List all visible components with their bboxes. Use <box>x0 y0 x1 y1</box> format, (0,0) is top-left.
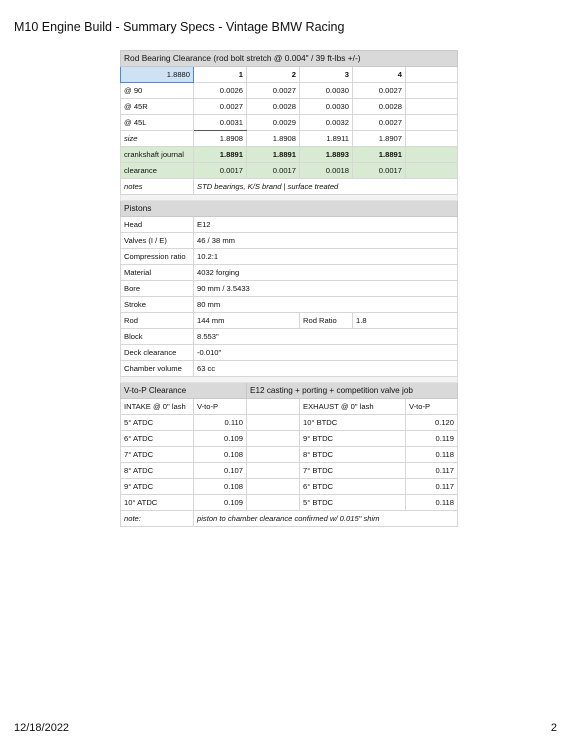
table-row <box>121 83 458 99</box>
cell-value: 0.0018 <box>300 163 353 179</box>
rod-label: Rod <box>121 313 194 329</box>
row-value: 8.553" <box>194 329 458 345</box>
empty-cell <box>247 447 300 463</box>
empty-cell <box>406 115 458 131</box>
footer-date: 12/18/2022 <box>14 722 70 734</box>
rod-bearing-header: Rod Bearing Clearance (rod bolt stretch @ 0.004" / 39 ft-lbs +/-) <box>121 51 458 67</box>
row-label: @ 90 <box>121 83 194 99</box>
empty-cell <box>247 415 300 431</box>
empty-cell <box>247 399 300 415</box>
cell-value: 0.0017 <box>247 163 300 179</box>
cell-value: 1.8908 <box>247 131 300 147</box>
row-value: 80 mm <box>194 297 458 313</box>
table-row <box>121 281 458 297</box>
row-value: 46 / 38 mm <box>194 233 458 249</box>
table-row <box>121 463 458 479</box>
spec-sheet <box>120 50 458 527</box>
exhaust-value: 0.118 <box>406 447 458 463</box>
table-row <box>121 249 458 265</box>
row-label: Valves (I / E) <box>121 233 194 249</box>
intake-angle: 5° ATDC <box>121 415 194 431</box>
empty-cell <box>406 99 458 115</box>
cell-value: 1.8891 <box>247 147 300 163</box>
intake-value: 0.108 <box>194 447 247 463</box>
cell-value: 0.0028 <box>247 99 300 115</box>
empty-cell <box>406 131 458 147</box>
exhaust-angle: 9° BTDC <box>300 431 406 447</box>
table-row <box>121 479 458 495</box>
cell-value: 0.0028 <box>353 99 406 115</box>
rod-ratio-label: Rod Ratio <box>300 313 353 329</box>
pistons-header-row <box>121 201 458 217</box>
exhaust-value: 0.118 <box>406 495 458 511</box>
row-label: @ 45R <box>121 99 194 115</box>
row-label: Compression ratio <box>121 249 194 265</box>
exhaust-angle: 8° BTDC <box>300 447 406 463</box>
table-row <box>121 361 458 377</box>
column-header-4: 4 <box>353 67 406 83</box>
cell-value: 1.8891 <box>353 147 406 163</box>
exhaust-angle: 7° BTDC <box>300 463 406 479</box>
cell-value: 0.0027 <box>353 115 406 131</box>
pistons-header: Pistons <box>121 201 458 217</box>
row-label: Stroke <box>121 297 194 313</box>
row-label: Chamber volume <box>121 361 194 377</box>
column-header-3: 3 <box>300 67 353 83</box>
cell-value: 0.0027 <box>247 83 300 99</box>
row-value: 4032 forging <box>194 265 458 281</box>
notes-value: STD bearings, K/S brand | surface treated <box>194 179 458 195</box>
exhaust-value: 0.120 <box>406 415 458 431</box>
intake-header: INTAKE @ 0" lash <box>121 399 194 415</box>
cell-value: 0.0032 <box>300 115 353 131</box>
row-label: Block <box>121 329 194 345</box>
table-row <box>121 115 458 131</box>
cell-value: 0.0027 <box>194 99 247 115</box>
row-label: @ 45L <box>121 115 194 131</box>
intake-value: 0.110 <box>194 415 247 431</box>
empty-cell <box>406 163 458 179</box>
exhaust-value: 0.119 <box>406 431 458 447</box>
vtop-columns-row <box>121 399 458 415</box>
column-header-1: 1 <box>194 67 247 83</box>
table-row <box>121 431 458 447</box>
empty-cell <box>406 147 458 163</box>
cell-value: 0.0017 <box>353 163 406 179</box>
vtop-note-row <box>121 511 458 527</box>
intake-value: 0.108 <box>194 479 247 495</box>
table-row <box>121 147 458 163</box>
empty-cell <box>247 495 300 511</box>
intake-value: 0.107 <box>194 463 247 479</box>
table-row <box>121 415 458 431</box>
rod-ratio-value: 1.8 <box>353 313 458 329</box>
row-value: 90 mm / 3.5433 <box>194 281 458 297</box>
intake-angle: 7° ATDC <box>121 447 194 463</box>
exhaust-column-header: V-to-P <box>406 399 458 415</box>
cell-value: 0.0017 <box>194 163 247 179</box>
table-row <box>121 495 458 511</box>
exhaust-header: EXHAUST @ 0" lash <box>300 399 406 415</box>
cell-value: 1.8908 <box>194 131 247 147</box>
rod-bearing-columns-row <box>121 67 458 83</box>
intake-angle: 6° ATDC <box>121 431 194 447</box>
exhaust-angle: 6° BTDC <box>300 479 406 495</box>
table-row <box>121 345 458 361</box>
cell-value: 1.8907 <box>353 131 406 147</box>
vtop-header-note: E12 casting + porting + competition valve job <box>247 383 458 399</box>
vtop-header: V-to-P Clearance <box>121 383 247 399</box>
row-label: Head <box>121 217 194 233</box>
table-row <box>121 233 458 249</box>
exhaust-angle: 5° BTDC <box>300 495 406 511</box>
cell-value: 0.0031 <box>194 115 247 131</box>
cell-value: 0.0026 <box>194 83 247 99</box>
cell-value: 0.0027 <box>353 83 406 99</box>
empty-cell <box>247 463 300 479</box>
row-label: Bore <box>121 281 194 297</box>
cell-value: 1.8911 <box>300 131 353 147</box>
empty-cell <box>406 67 458 83</box>
table-row <box>121 217 458 233</box>
empty-cell <box>247 479 300 495</box>
selected-cell[interactable]: 1.8880 <box>121 67 194 83</box>
row-label: crankshaft journal <box>121 147 194 163</box>
notes-label: notes <box>121 179 194 195</box>
cell-value: 0.0029 <box>247 115 300 131</box>
table-row <box>121 265 458 281</box>
page-number: 2 <box>550 722 557 734</box>
page-title: M10 Engine Build - Summary Specs - Vintage BMW Racing <box>14 20 345 34</box>
exhaust-angle: 10° BTDC <box>300 415 406 431</box>
cell-value: 0.0030 <box>300 83 353 99</box>
vtop-note-label: note: <box>121 511 194 527</box>
table-row <box>121 163 458 179</box>
table-row <box>121 297 458 313</box>
intake-value: 0.109 <box>194 495 247 511</box>
row-value: 10.2:1 <box>194 249 458 265</box>
column-header-2: 2 <box>247 67 300 83</box>
empty-cell <box>247 431 300 447</box>
rod-bearing-header-row <box>121 51 458 67</box>
exhaust-value: 0.117 <box>406 463 458 479</box>
table-row <box>121 99 458 115</box>
table-row <box>121 329 458 345</box>
intake-column-header: V-to-P <box>194 399 247 415</box>
cell-value: 1.8893 <box>300 147 353 163</box>
intake-angle: 8° ATDC <box>121 463 194 479</box>
vtop-note-value: piston to chamber clearance confirmed w/ 0.015" shim <box>194 511 458 527</box>
exhaust-value: 0.117 <box>406 479 458 495</box>
empty-cell <box>406 83 458 99</box>
intake-angle: 10° ATDC <box>121 495 194 511</box>
vtop-header-row <box>121 383 458 399</box>
cell-value: 1.8891 <box>194 147 247 163</box>
row-value: 63 cc <box>194 361 458 377</box>
row-label: clearance <box>121 163 194 179</box>
row-label: Material <box>121 265 194 281</box>
table-row <box>121 131 458 147</box>
table-row <box>121 447 458 463</box>
rod-value: 144 mm <box>194 313 300 329</box>
intake-angle: 9° ATDC <box>121 479 194 495</box>
row-label: Deck clearance <box>121 345 194 361</box>
row-label: size <box>121 131 194 147</box>
cell-value: 0.0030 <box>300 99 353 115</box>
table-row <box>121 313 458 329</box>
intake-value: 0.109 <box>194 431 247 447</box>
notes-row <box>121 179 458 195</box>
row-value: -0.010" <box>194 345 458 361</box>
row-value: E12 <box>194 217 458 233</box>
